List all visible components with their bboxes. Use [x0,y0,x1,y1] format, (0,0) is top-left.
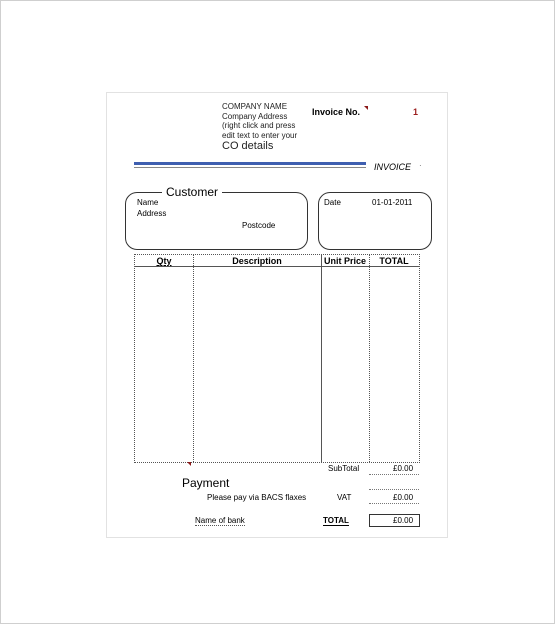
header-rule-thin [134,167,366,168]
invoice-title: INVOICE [374,162,412,172]
customer-title: Customer [162,185,222,199]
bank-name-label[interactable]: Name of bank [195,516,245,525]
header-unit-price: Unit Price [323,256,366,266]
invoice-sheet [106,92,448,538]
total-rule [369,489,419,490]
line-items-table[interactable] [134,254,420,463]
total-label: TOTAL [323,516,349,525]
subtotal-rule [369,474,419,475]
customer-name-label: Name [137,198,159,207]
subtotal-label: SubTotal [328,464,360,473]
header-total: TOTAL [379,256,409,266]
company-hint-1: (right click and press [222,121,296,130]
dot-marker-icon: · [419,161,422,170]
payment-instruction[interactable]: Please pay via BACS flaxes [207,493,307,502]
date-label: Date [324,198,341,207]
table-header-rule [135,266,419,267]
column-divider [193,255,194,462]
header-qty: Qty [156,256,172,266]
company-block[interactable] [222,102,297,153]
company-hint-2: edit text to enter your [222,130,298,140]
vat-value: £0.00 [393,493,414,502]
customer-address-label: Address [137,209,167,218]
comment-marker-icon[interactable] [187,462,191,466]
invoice-number-label: Invoice No. [312,107,361,117]
total-value: £0.00 [393,516,414,525]
date-value[interactable]: 01-01-2011 [372,198,413,207]
subtotal-value: £0.00 [393,464,414,473]
vat-rule [369,503,419,504]
invoice-number-value[interactable]: 1 [413,107,419,117]
column-divider [369,255,370,462]
comment-marker-icon[interactable] [364,106,368,110]
company-details: CO details [222,140,274,152]
header-description: Description [232,256,282,266]
header-rule [134,162,366,165]
payment-title: Payment [182,476,230,490]
company-address: Company Address [222,111,288,121]
company-name: COMPANY NAME [222,102,288,111]
column-divider [321,255,322,462]
vat-label: VAT [337,493,352,502]
customer-postcode-label: Postcode [242,221,276,230]
